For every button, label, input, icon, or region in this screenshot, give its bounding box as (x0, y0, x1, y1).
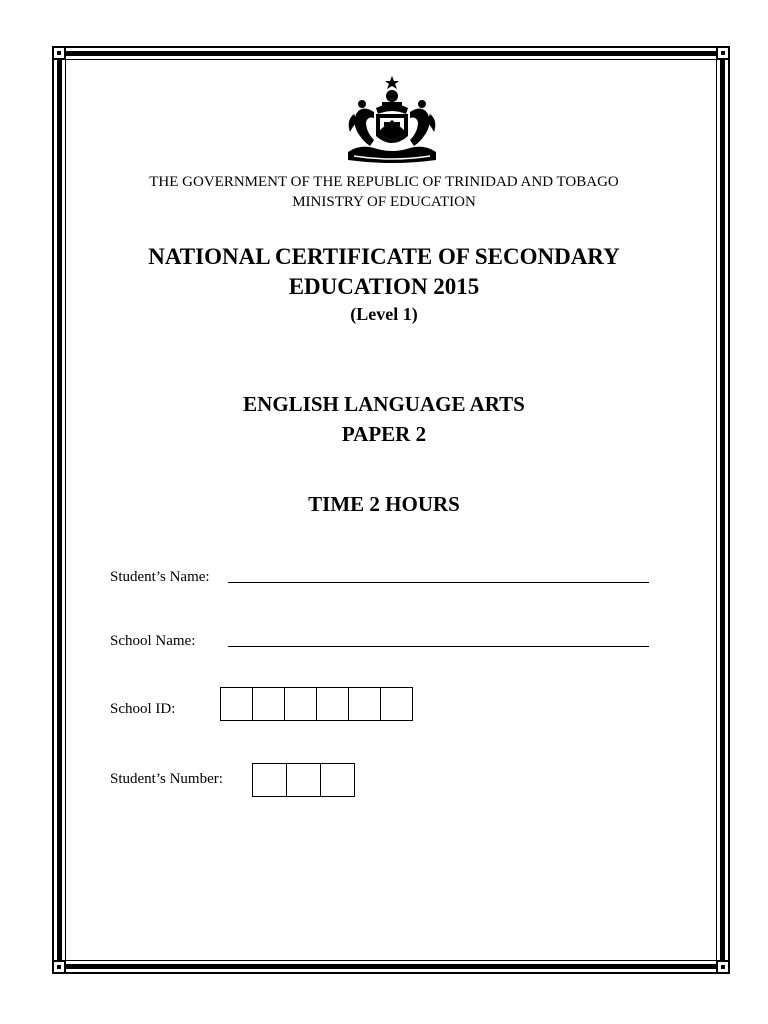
school-name-label: School Name: (110, 633, 196, 649)
entry-box[interactable] (252, 763, 287, 797)
exam-title-line2: EDUCATION 2015 (288, 274, 480, 299)
border-corner-bottom-right (716, 960, 730, 974)
border-corner-top-right (716, 46, 730, 60)
student-number-boxes (252, 763, 355, 797)
entry-box[interactable] (220, 687, 253, 721)
exam-subject: ENGLISH LANGUAGE ARTS (243, 392, 525, 416)
student-name-field[interactable] (228, 582, 649, 583)
ministry-line: MINISTRY OF EDUCATION (292, 194, 476, 210)
entry-box[interactable] (380, 687, 413, 721)
entry-box[interactable] (286, 763, 321, 797)
exam-paper: PAPER 2 (341, 422, 427, 446)
border-corner-top-left (52, 46, 66, 60)
entry-box[interactable] (284, 687, 317, 721)
border-corner-bottom-left (52, 960, 66, 974)
entry-box[interactable] (316, 687, 349, 721)
school-id-label: School ID: (110, 701, 176, 717)
exam-time: TIME 2 HOURS (308, 492, 460, 516)
government-line: THE GOVERNMENT OF THE REPUBLIC OF TRINIDAD AND TOBAGO (149, 174, 619, 190)
student-name-label: Student’s Name: (110, 569, 210, 585)
entry-box[interactable] (252, 687, 285, 721)
entry-box[interactable] (348, 687, 381, 721)
student-number-label: Student’s Number: (110, 771, 223, 787)
exam-level: (Level 1) (350, 304, 418, 324)
school-id-boxes (220, 687, 413, 721)
coat-of-arms-icon (340, 74, 444, 166)
exam-title-line1: NATIONAL CERTIFICATE OF SECONDARY (148, 244, 620, 269)
school-name-field[interactable] (228, 646, 649, 647)
entry-box[interactable] (320, 763, 355, 797)
